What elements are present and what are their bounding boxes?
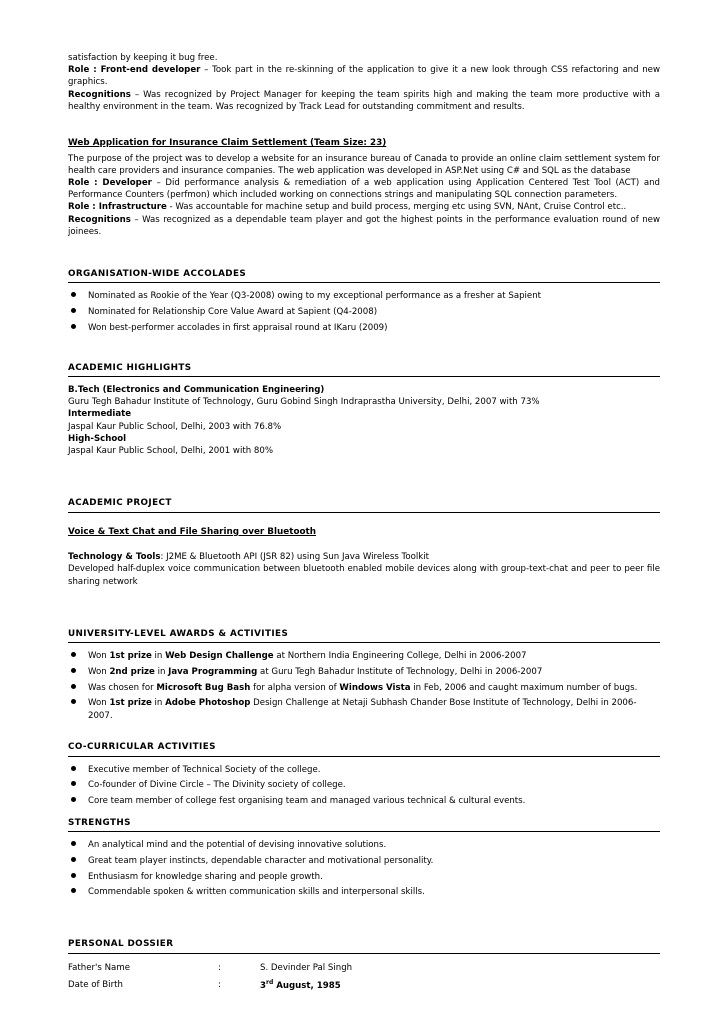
emphasis-text: 1st prize — [109, 651, 152, 662]
emphasis-text: 1st prize — [109, 698, 152, 709]
section-heading-academic-project: ACADEMIC PROJECT — [68, 497, 660, 512]
bullet-icon — [71, 857, 76, 862]
award-item-text — [88, 683, 637, 693]
bullet-icon — [71, 797, 76, 802]
plain-text: Won — [88, 698, 110, 709]
plain-text: Won — [88, 666, 110, 677]
list-item — [68, 764, 660, 776]
awards-list — [68, 650, 660, 722]
list-item-text: Enthusiasm for knowledge sharing and people growth. — [88, 871, 323, 882]
section-heading-accolades: ORGANISATION-WIDE ACCOLADES — [68, 268, 660, 283]
recognitions-insurance-text: – Was recognized as a dependable team player and got the highest points in the performance evaluation round of new joinees. — [68, 214, 660, 237]
dossier-value-text: S. Devinder Pal Singh — [260, 962, 353, 973]
plain-text: in — [154, 666, 169, 677]
emphasis-text: Web Design Challenge — [165, 651, 274, 662]
recognitions-insurance-line — [68, 214, 660, 238]
academic-project-title: Voice & Text Chat and File Sharing over Bluetooth — [68, 526, 317, 537]
personal-dossier-table — [68, 961, 660, 996]
academic-project-description: Developed half-duplex voice communication between bluetooth enabled mobile devices along with group-text-chat and peer to peer file sharing network — [68, 564, 660, 587]
section-heading-co-curricular: CO-CURRICULAR ACTIVITIES — [68, 741, 660, 756]
bullet-icon — [71, 652, 76, 657]
list-item-text: An analytical mind and the potential of devising innovative solutions. — [88, 840, 387, 851]
plain-text: Won — [88, 651, 110, 662]
plain-text: in — [151, 698, 166, 709]
list-item — [68, 779, 660, 791]
bullet-icon — [71, 699, 76, 704]
list-item — [68, 839, 660, 851]
plain-text: for alpha version of — [250, 682, 340, 693]
list-item-text: Nominated for Relationship Core Value Award at Sapient (Q4-2008) — [88, 307, 378, 318]
list-item-text: Great team player instincts, dependable character and motivational personality. — [88, 856, 434, 867]
role-infrastructure-label: Role : Infrastructure — [68, 202, 167, 213]
document-body — [68, 52, 660, 996]
award-item-text — [88, 651, 527, 661]
list-item — [68, 322, 660, 334]
bullet-icon — [71, 308, 76, 313]
dossier-value — [260, 978, 660, 996]
dob-ordinal: rd — [265, 978, 274, 986]
recognitions-prev-text: – Was recognized by Project Manager for keeping the team spirits high and making the team more productive with a healthy environment in the team. Was recognized by Track Lead for outstanding commitment and results. — [68, 89, 660, 112]
bullet-icon — [71, 684, 76, 689]
emphasis-text: Windows Vista — [339, 682, 411, 693]
list-item — [68, 682, 660, 694]
section-heading-awards: UNIVERSITY-LEVEL AWARDS & ACTIVITIES — [68, 628, 660, 643]
bullet-icon — [71, 781, 76, 786]
plain-text: Was chosen for — [88, 682, 157, 693]
dossier-colon: : — [218, 962, 221, 973]
award-item-text — [88, 698, 636, 720]
list-item-text: Co-founder of Divine Circle – The Divinity society of college. — [88, 780, 346, 791]
accolades-list — [68, 290, 660, 334]
section-heading-strengths: STRENGTHS — [68, 817, 660, 832]
project-insurance-purpose: The purpose of the project was to develop a website for an insurance bureau of Canada to provide an online claim settlement system for health care providers and insurance companies. The web application was developed in ASP.Net using C# and SQL as the database — [68, 153, 660, 176]
emphasis-text: 2nd prize — [109, 666, 155, 677]
dossier-label: Father's Name — [68, 962, 130, 973]
role-frontend-text: – Took part in the re-skinning of the application to give it a new look through CSS refactoring and new graphics. — [68, 65, 660, 88]
dob-rest: August, 1985 — [273, 980, 341, 991]
strengths-list — [68, 839, 660, 898]
plain-text: at Guru Tegh Bahadur Institute of Technology, Delhi in 2006-2007 — [257, 666, 543, 677]
list-item-text: Core team member of college fest organising team and managed various technical & cultural events. — [88, 796, 526, 807]
list-item-text: Commendable spoken & written communication skills and interpersonal skills. — [88, 887, 425, 898]
role-developer-label: Role : Developer — [68, 177, 152, 188]
role-developer-line — [68, 177, 660, 201]
degree-highschool: High-School — [68, 433, 127, 444]
bullet-icon — [71, 888, 76, 893]
role-infrastructure-line — [68, 201, 660, 213]
recognitions-prev-label: Recognitions — [68, 89, 131, 100]
list-item-text: Won best-performer accolades in first appraisal round at IKaru (2009) — [88, 322, 388, 333]
list-item — [68, 697, 660, 721]
emphasis-text: Microsoft Bug Bash — [156, 682, 251, 693]
bullet-icon — [71, 668, 76, 673]
degree-btech-detail: Guru Tegh Bahadur Institute of Technology, Guru Gobind Singh Indraprastha University, Delhi, 2007 with 73% — [68, 397, 540, 408]
paragraph-satisfaction: satisfaction by keeping it bug free. — [68, 53, 218, 63]
co-curricular-list — [68, 764, 660, 808]
plain-text: in — [151, 651, 166, 662]
bullet-icon — [71, 766, 76, 771]
bullet-icon — [71, 292, 76, 297]
emphasis-text: Java Programming — [168, 666, 258, 677]
academic-project-tech-line — [68, 551, 660, 563]
plain-text: at Northern India Engineering College, Delhi in 2006-2007 — [273, 651, 527, 662]
list-item — [68, 290, 660, 302]
degree-intermediate: Intermediate — [68, 409, 132, 420]
list-item-text: Nominated as Rookie of the Year (Q3-2008) owing to my exceptional performance as a fresher at Sapient — [88, 291, 542, 302]
list-item — [68, 666, 660, 678]
degree-intermediate-detail: Jaspal Kaur Public School, Delhi, 2003 with 76.8% — [68, 421, 282, 432]
award-item-text — [88, 667, 542, 677]
section-heading-personal-dossier: PERSONAL DOSSIER — [68, 938, 660, 953]
list-item — [68, 855, 660, 867]
bullet-icon — [71, 873, 76, 878]
list-item-text: Executive member of Technical Society of the college. — [88, 764, 321, 775]
dossier-colon: : — [218, 979, 221, 990]
list-item — [68, 306, 660, 318]
plain-text: Design Challenge at Netaji Subhash Chander Bose Institute of Technology, Delhi in 2006-2007. — [88, 698, 637, 721]
role-infrastructure-text: - Was accountable for machine setup and build process, merging etc using SVN, NAnt, Cruise Control etc.. — [166, 202, 627, 213]
plain-text: in Feb, 2006 and caught maximum number of bugs. — [410, 682, 638, 693]
role-developer-text: – Did performance analysis & remediation of a web application using Application Centered Test Tool (ACT) and Performance Counters (perfmon) which included working on connections strings and manipulating SQL connection parameters. — [68, 177, 660, 201]
table-row — [68, 978, 660, 996]
recognitions-insurance-label: Recognitions — [68, 214, 131, 225]
degree-btech: B.Tech (Electronics and Communication Engineering) — [68, 385, 325, 395]
academic-project-tech-label: Technology & Tools — [68, 552, 161, 563]
degree-highschool-detail: Jaspal Kaur Public School, Delhi, 2001 with 80% — [68, 446, 273, 457]
dob-day: 3 — [260, 980, 266, 991]
project-insurance-title: Web Application for Insurance Claim Settlement (Team Size: 23) — [68, 138, 387, 149]
list-item — [68, 650, 660, 662]
academic-project-tech-text: : J2ME & Bluetooth API (JSR 82) using Sun Java Wireless Toolkit — [160, 552, 429, 563]
bullet-icon — [71, 324, 76, 329]
bullet-icon — [71, 841, 76, 846]
section-heading-academic-highlights: ACADEMIC HIGHLIGHTS — [68, 362, 660, 377]
table-row — [68, 961, 660, 978]
dossier-label: Date of Birth — [68, 979, 123, 990]
emphasis-text: Adobe Photoshop — [165, 698, 251, 709]
role-frontend-label: Role : Front-end developer — [68, 65, 201, 76]
role-frontend-line — [68, 64, 660, 88]
dossier-value — [260, 961, 660, 978]
list-item — [68, 886, 660, 898]
recognitions-prev-line — [68, 89, 660, 113]
list-item — [68, 871, 660, 883]
list-item — [68, 795, 660, 807]
